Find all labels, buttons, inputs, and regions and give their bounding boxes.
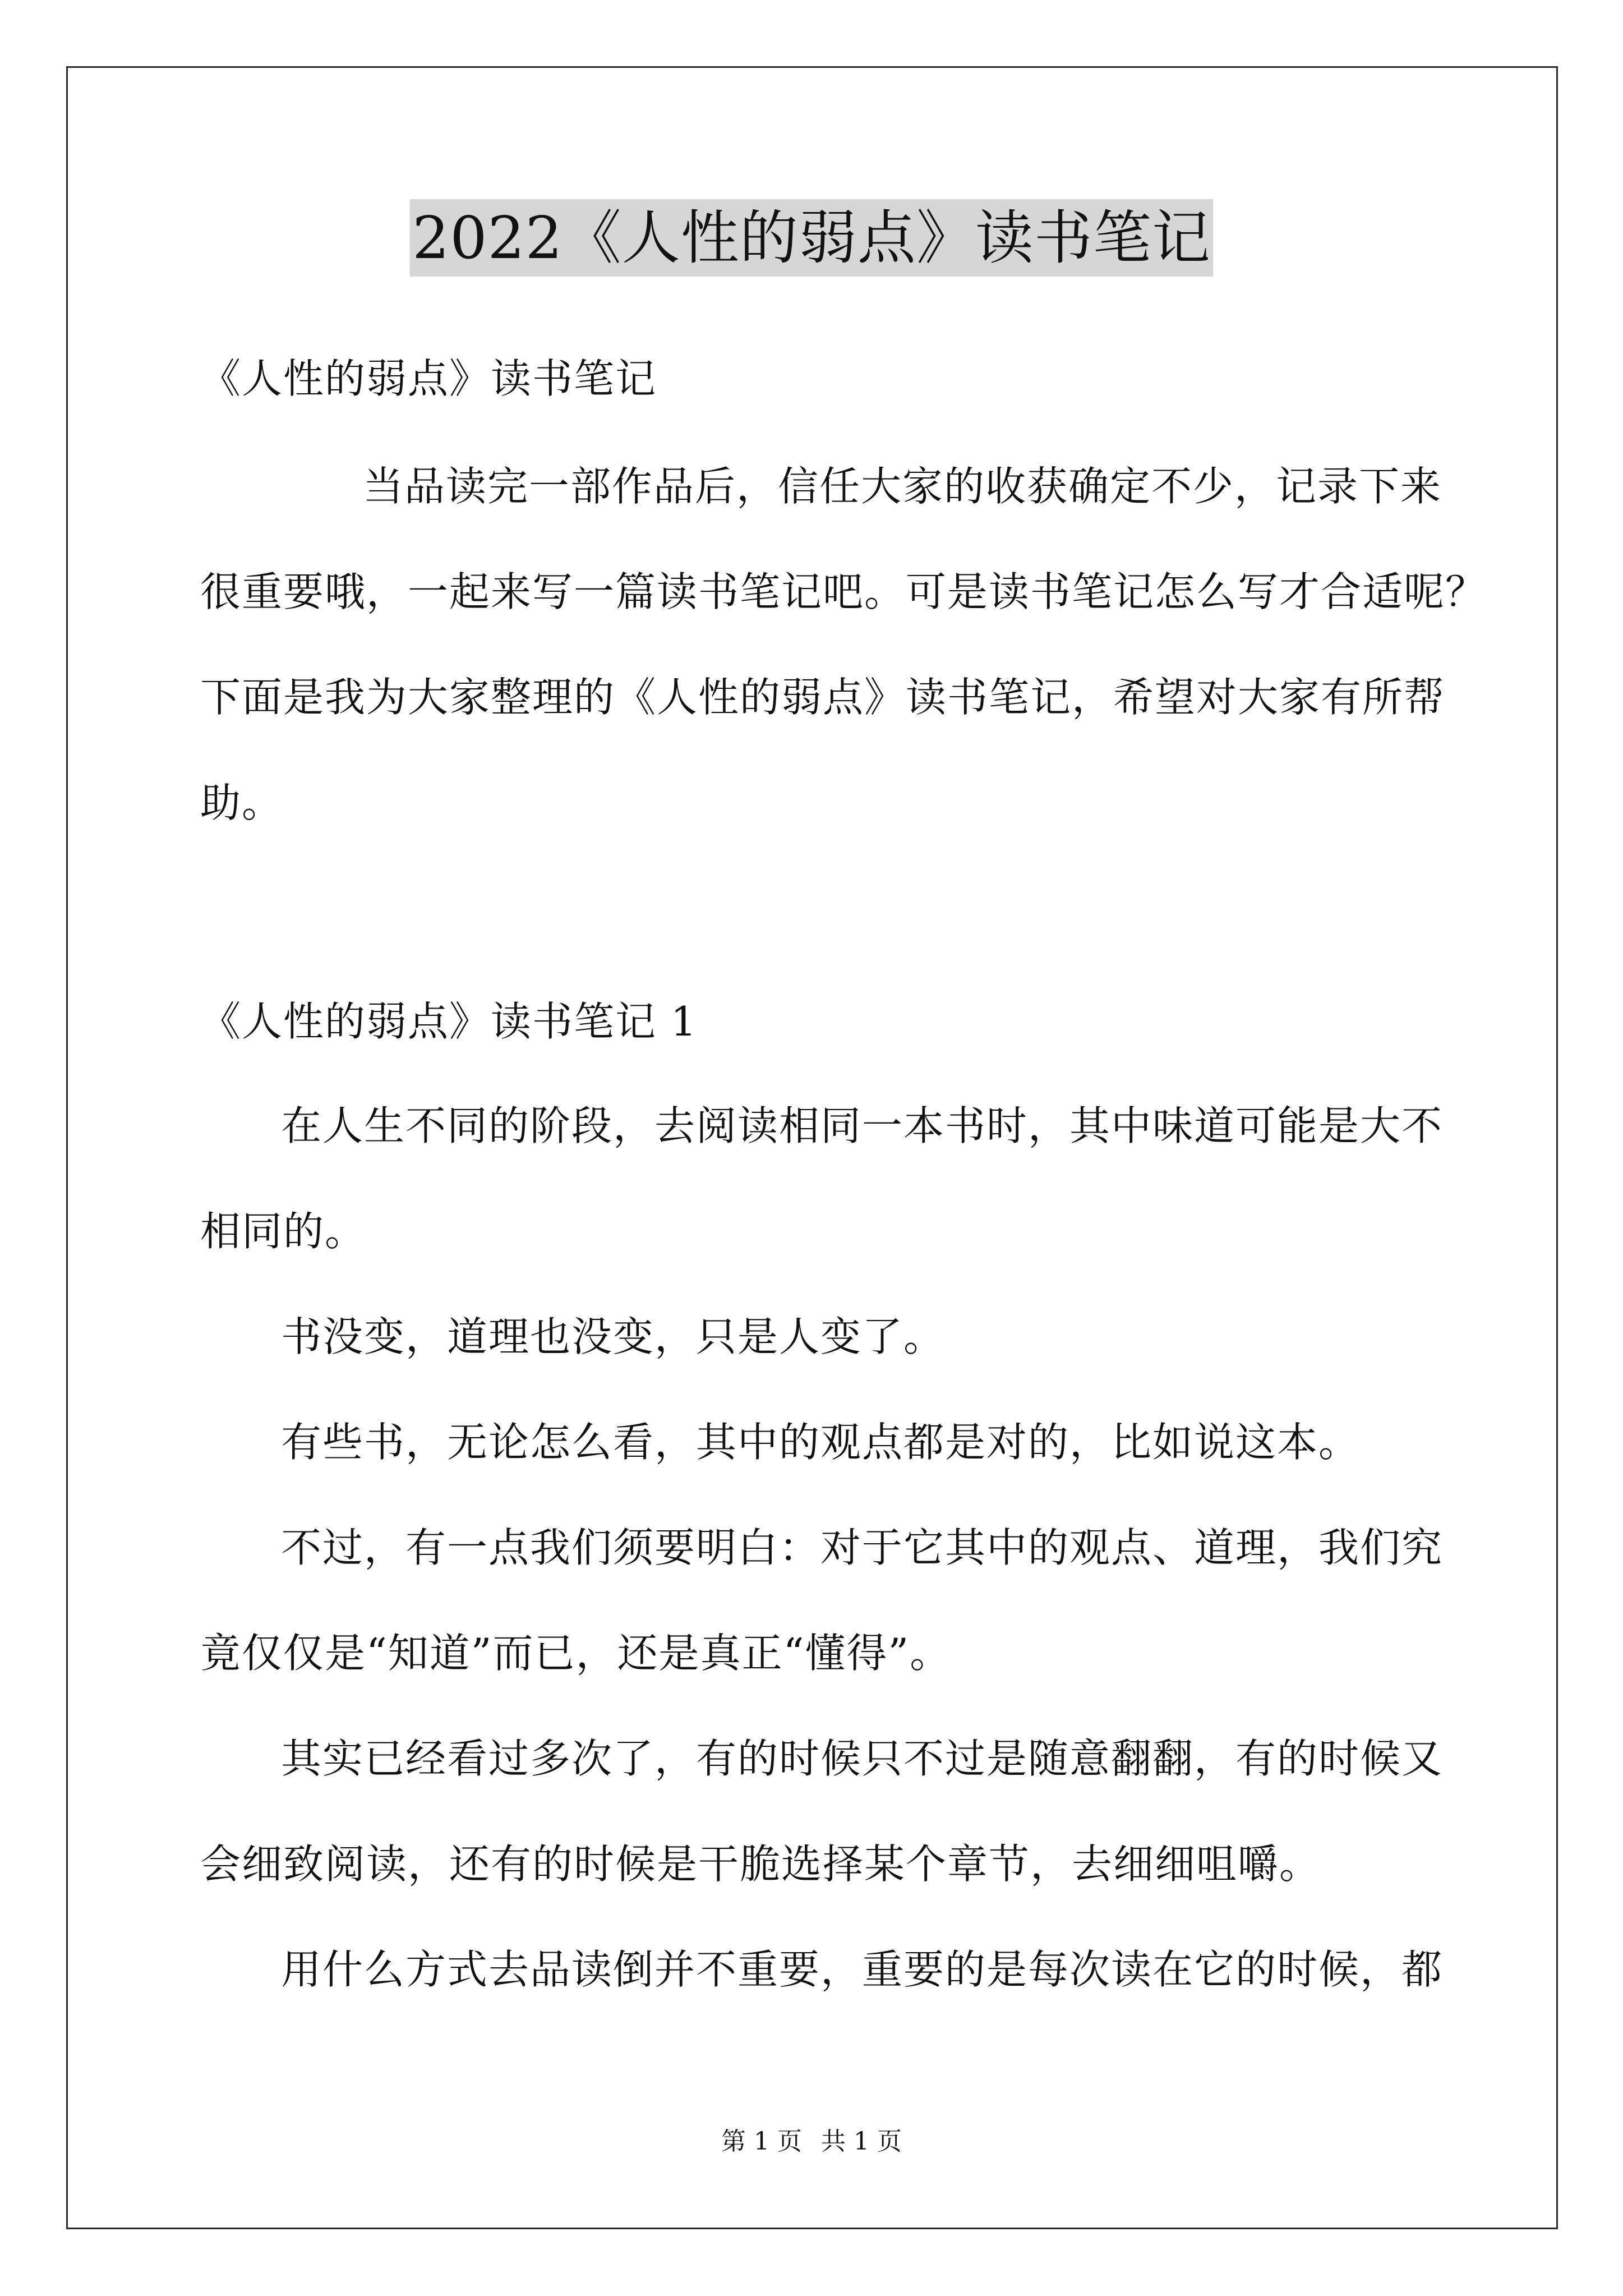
intro-line-3: 下面是我为大家整理的《人性的弱点》读书笔记，希望对大家有所帮 [200,674,1446,721]
subtitle: 《人性的弱点》读书笔记 [200,355,657,402]
intro-line-2: 很重要哦，一起来写一篇读书笔记吧。可是读书笔记怎么写才合适呢？ [200,568,1487,615]
paragraph-line: 竟仅仅是“知道”而已，还是真正“懂得”。 [200,1630,952,1677]
page-total: 共 1 页 [821,2127,902,2156]
paragraph-line: 其实已经看过多次了，有的时候只不过是随意翻翻，有的时候又 [281,1735,1444,1782]
paragraph-line: 书没变，道理也没变，只是人变了。 [281,1313,946,1360]
paragraph-line: 有些书，无论怎么看，其中的观点都是对的，比如说这本。 [281,1419,1361,1466]
title-container [0,199,1623,277]
paragraph-line: 用什么方式去品读倒并不重要，重要的是每次读在它的时候，都 [281,1946,1444,1993]
intro-line-1: 当品读完一部作品后，信任大家的收获确定不少，记录下来 [363,463,1442,510]
paragraph-line: 在人生不同的阶段，去阅读相同一本书时，其中味道可能是大不 [281,1102,1444,1149]
paragraph-line: 不过，有一点我们须要明白：对于它其中的观点、道理，我们究 [281,1524,1444,1571]
page-number: 第 1 页 [721,2127,802,2156]
intro-line-4: 助。 [200,779,284,826]
section-heading: 《人性的弱点》读书笔记 1 [200,998,698,1045]
document-title: 2022《人性的弱点》读书笔记 [410,199,1213,277]
paragraph-line: 相同的。 [200,1208,367,1255]
page-footer [0,2126,1623,2157]
paragraph-line: 会细致阅读，还有的时候是干脆选择某个章节，去细细咀嚼。 [200,1841,1321,1888]
